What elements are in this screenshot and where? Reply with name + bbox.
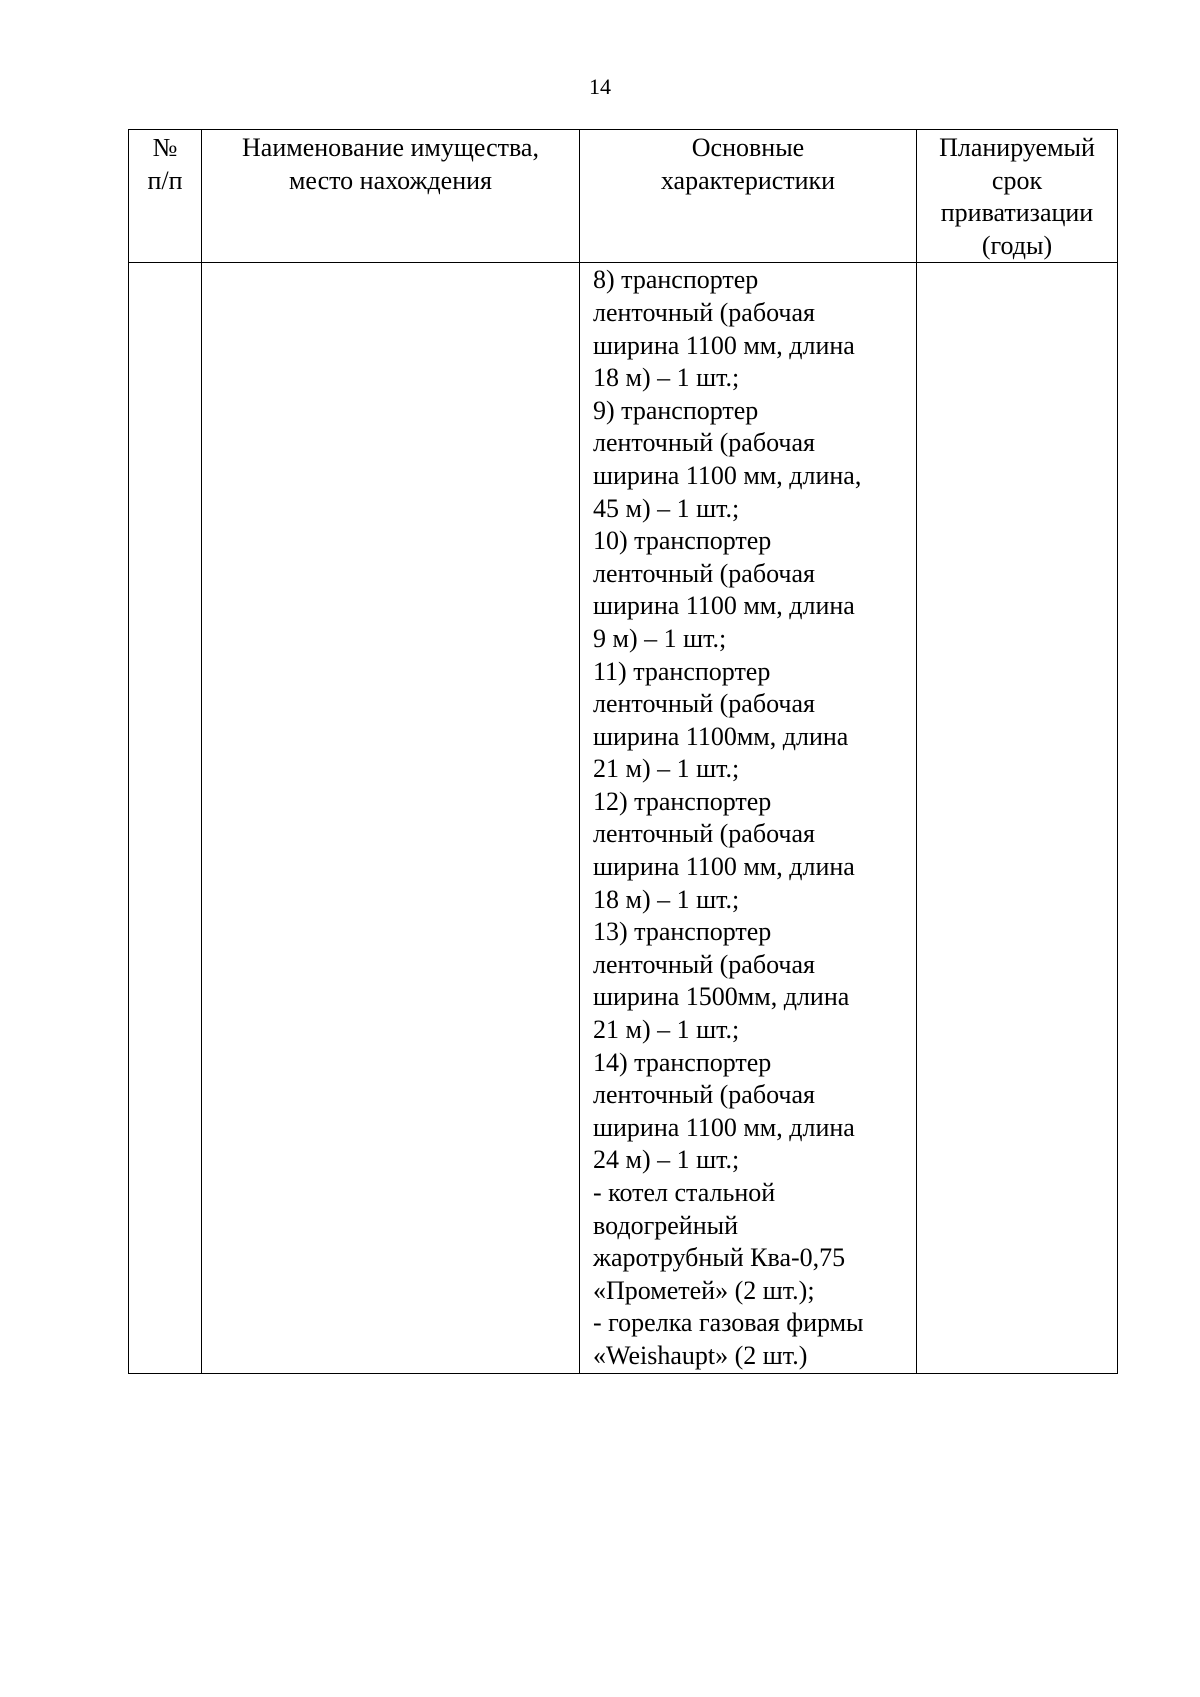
characteristics-line: 45 м) – 1 шт.; — [593, 493, 740, 523]
characteristics-line: 18 м) – 1 шт.; — [593, 884, 740, 914]
characteristics-line: ленточный (рабочая — [593, 297, 815, 327]
characteristics-line: 8) транспортер — [593, 265, 759, 295]
characteristics-line: 10) транспортер — [593, 526, 772, 556]
header-term-line: (годы) — [981, 230, 1053, 260]
characteristics-line: 11) транспортер — [593, 656, 771, 686]
cell-term — [917, 263, 1118, 1373]
table-header-row — [129, 130, 1118, 263]
characteristics-line: 14) транспортер — [593, 1047, 772, 1077]
header-characteristics-line: характеристики — [660, 165, 836, 195]
page-number: 14 — [589, 74, 611, 99]
characteristics-line: - горелка газовая фирмы — [593, 1308, 864, 1338]
characteristics-line: ленточный (рабочая — [593, 428, 815, 458]
characteristics-line: - котел стальной — [593, 1178, 776, 1207]
characteristics-line: жаротрубный Ква-0,75 — [593, 1243, 846, 1273]
characteristics-line: водогрейный — [593, 1210, 738, 1240]
characteristics-line: 21 м) – 1 шт.; — [593, 1015, 740, 1045]
cell-name — [202, 263, 580, 1373]
characteristics-line: ленточный (рабочая — [593, 558, 815, 588]
characteristics-line: ширина 1100мм, длина — [593, 721, 849, 751]
header-name-line: Наименование имущества, — [242, 133, 539, 162]
header-number-line: п/п — [147, 165, 183, 195]
header-name-line: место нахождения — [288, 165, 493, 195]
characteristics-line: ширина 1100 мм, длина — [593, 852, 855, 882]
table-row — [129, 263, 1118, 1373]
header-term-line: приватизации — [940, 198, 1094, 228]
characteristics-line: 18 м) – 1 шт.; — [593, 363, 740, 393]
cell-number — [129, 263, 202, 1373]
characteristics-line: 9 м) – 1 шт.; — [593, 623, 727, 653]
characteristics-line: ленточный (рабочая — [593, 1080, 815, 1110]
characteristics-line: ленточный (рабочая — [593, 689, 815, 719]
characteristics-line: ширина 1500мм, длина — [593, 982, 850, 1012]
characteristics-line: 21 м) – 1 шт.; — [593, 754, 740, 784]
property-table — [128, 129, 1118, 1374]
characteristics-line: ленточный (рабочая — [593, 949, 815, 979]
characteristics-line: ширина 1100 мм, длина — [593, 1112, 855, 1142]
characteristics-line: 13) транспортер — [593, 917, 772, 947]
header-characteristics — [580, 130, 917, 263]
header-term-line: срок — [991, 165, 1043, 195]
header-number — [129, 130, 202, 263]
characteristics-line: ширина 1100 мм, длина — [593, 591, 855, 621]
header-characteristics-line: Основные — [691, 133, 805, 162]
characteristics-line: «Прометей» (2 шт.); — [593, 1275, 815, 1305]
characteristics-line: ленточный (рабочая — [593, 819, 815, 849]
characteristics-line: 12) транспортер — [593, 786, 772, 816]
characteristics-line: ширина 1100 мм, длина — [593, 330, 855, 360]
header-name — [202, 130, 580, 263]
header-term — [917, 130, 1118, 263]
characteristics-line: ширина 1100 мм, длина, — [593, 460, 862, 490]
header-number-line: № — [152, 133, 178, 162]
header-term-line: Планируемый — [939, 133, 1095, 162]
characteristics-line: 24 м) – 1 шт.; — [593, 1145, 740, 1175]
characteristics-line: 9) транспортер — [593, 395, 759, 425]
characteristics-line: «Weishaupt» (2 шт.) — [593, 1340, 808, 1370]
cell-characteristics — [580, 263, 917, 1373]
